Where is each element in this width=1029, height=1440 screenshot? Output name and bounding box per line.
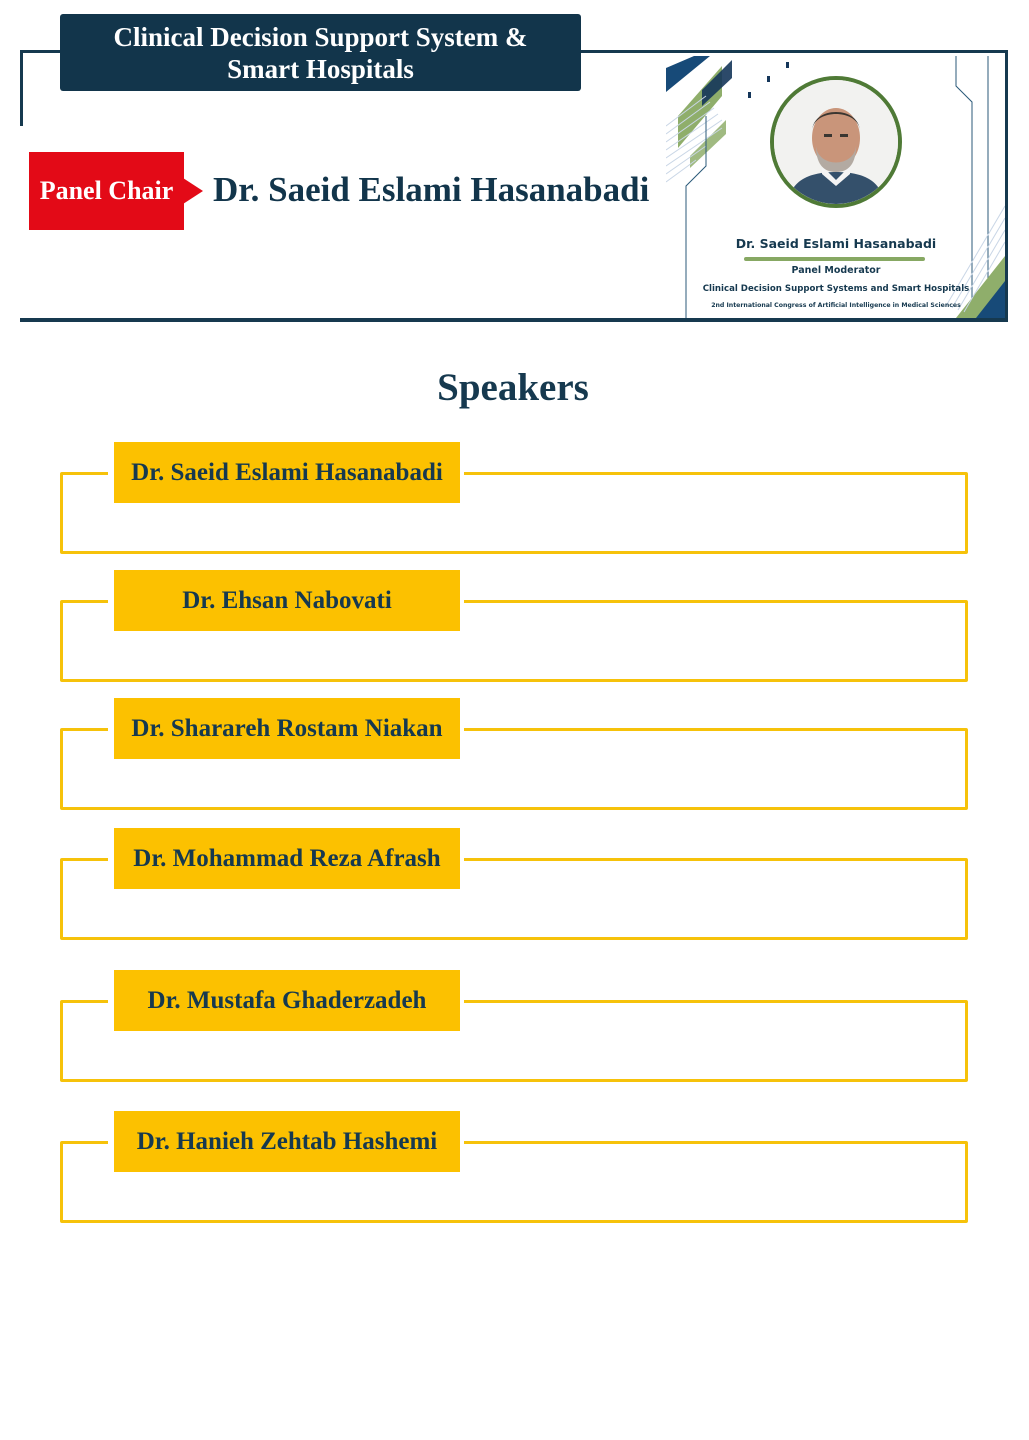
speaker-name: Dr. Hanieh Zehtab Hashemi bbox=[114, 1111, 460, 1172]
speaker-name: Dr. Ehsan Nabovati bbox=[114, 570, 460, 631]
person-avatar-icon bbox=[774, 80, 898, 204]
header-frame-bottom bbox=[20, 318, 1008, 322]
header-frame-top-right bbox=[580, 50, 1008, 53]
speakers-heading: Speakers bbox=[437, 366, 589, 409]
panel-chair-badge bbox=[29, 152, 184, 230]
moderator-panel-title: Clinical Decision Support Systems and Smart Hospitals bbox=[702, 284, 970, 294]
moderator-portrait bbox=[770, 76, 902, 208]
speaker-card bbox=[60, 442, 968, 554]
panel-chair-name: Dr. Saeid Eslami Hasanabadi bbox=[213, 170, 650, 209]
speaker-card bbox=[60, 970, 968, 1082]
panel-title-text: Clinical Decision Support System & Smart Hospitals bbox=[113, 21, 528, 84]
speaker-card bbox=[60, 570, 968, 682]
panel-title bbox=[60, 14, 581, 91]
speaker-name: Dr. Mustafa Ghaderzadeh bbox=[114, 970, 460, 1031]
moderator-role: Panel Moderator bbox=[791, 265, 881, 276]
speaker-name: Dr. Sharareh Rostam Niakan bbox=[114, 698, 460, 759]
speaker-card bbox=[60, 698, 968, 810]
moderator-congress: 2nd International Congress of Artificial Intelligence in Medical Sciences bbox=[711, 302, 961, 309]
speaker-name: Dr. Mohammad Reza Afrash bbox=[114, 828, 460, 889]
speaker-card bbox=[60, 1111, 968, 1223]
moderator-name: Dr. Saeid Eslami Hasanabadi bbox=[735, 236, 937, 251]
header-frame-top-left bbox=[20, 50, 62, 53]
header-frame-left bbox=[20, 50, 23, 126]
moderator-card bbox=[666, 56, 1005, 318]
panel-chair-label: Panel Chair bbox=[39, 176, 174, 205]
speaker-name: Dr. Saeid Eslami Hasanabadi bbox=[114, 442, 460, 503]
panel-chair-arrow-icon bbox=[183, 178, 203, 204]
moderator-divider bbox=[744, 257, 925, 261]
speaker-card bbox=[60, 828, 968, 940]
header-frame-right bbox=[1005, 50, 1008, 322]
